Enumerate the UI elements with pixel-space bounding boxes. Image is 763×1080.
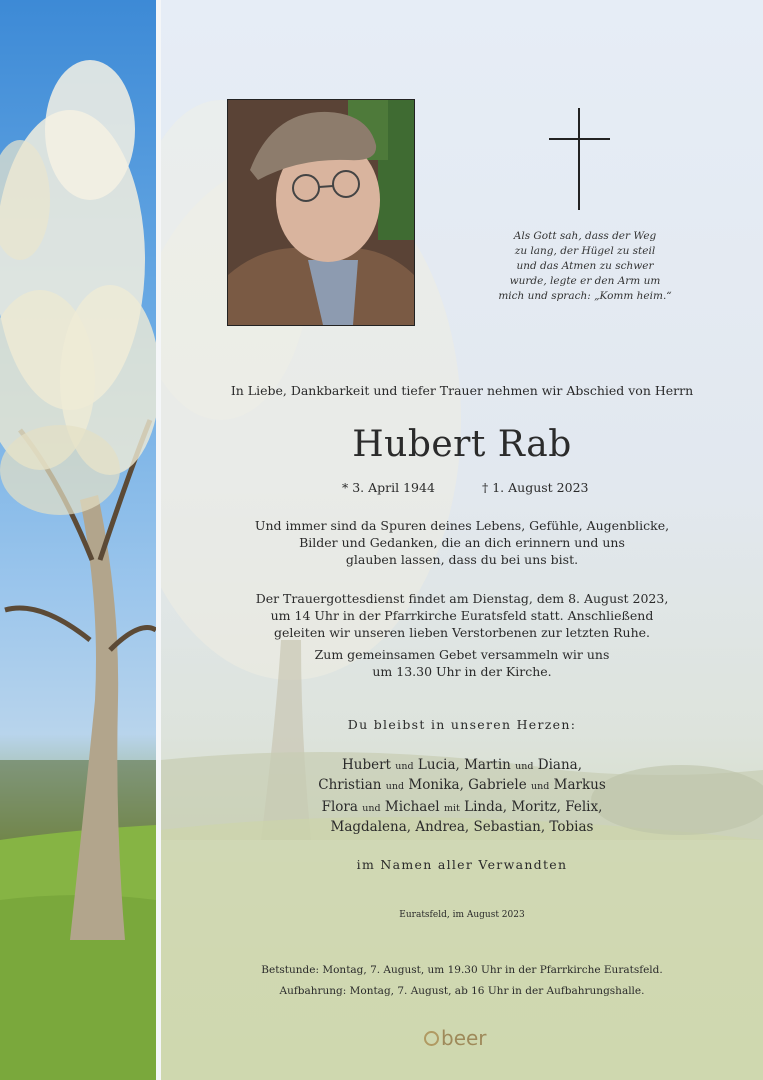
relatives-text: im Namen aller Verwandten	[356, 857, 568, 872]
cross-icon	[549, 108, 610, 210]
prayer-line: Zum gemeinsamen Gebet versammeln wir uns	[314, 647, 610, 662]
family-name: Linda, Moritz, Felix,	[464, 799, 603, 815]
family-list-2	[161, 798, 763, 836]
portrait-photo	[227, 99, 415, 326]
family-name: Hubert	[342, 757, 391, 773]
betstunde-line: Betstunde: Montag, 7. August, um 19.30 Uhr in der Pfarrkirche Euratsfeld.	[261, 964, 663, 976]
tree-photo-strip	[0, 0, 156, 1080]
logo-text: beer	[441, 1026, 487, 1050]
death-date: † 1. August 2023	[482, 480, 589, 495]
verse-line: glauben lassen, dass du bei uns bist.	[345, 552, 579, 567]
beer-logo	[424, 1026, 487, 1050]
connector: und	[531, 781, 550, 792]
family-name: Lucia, Martin	[417, 757, 511, 773]
aufbahrung-line: Aufbahrung: Montag, 7. August, ab 16 Uhr in der Aufbahrungshalle.	[279, 985, 645, 997]
poem-line: mich und sprach: „Komm heim.“	[498, 290, 672, 302]
poem-line: zu lang, der Hügel zu steil	[514, 245, 656, 257]
verse-line: Bilder und Gedanken, die an dich erinnern und uns	[299, 535, 625, 550]
poem-line: Als Gott sah, dass der Weg	[513, 230, 657, 242]
family-name: Markus	[553, 777, 606, 793]
connector: mit	[443, 803, 460, 814]
intro-text: In Liebe, Dankbarkeit und tiefer Trauer nehmen wir Abschied von Herrn	[230, 383, 694, 398]
blossom-tree-image	[0, 0, 156, 1080]
deceased-name: Hubert Rab	[352, 424, 572, 465]
family-name: Michael	[384, 799, 440, 815]
service-line: Der Trauergottesdienst findet am Dienstag, dem 8. August 2023,	[255, 591, 669, 606]
events-text	[161, 960, 763, 1002]
family-list-1	[161, 756, 763, 796]
poem	[480, 229, 690, 304]
family-line	[161, 798, 763, 818]
connector: und	[395, 761, 414, 772]
place-date: Euratsfeld, im August 2023	[399, 910, 525, 920]
prayer-line: um 13.30 Uhr in der Kirche.	[372, 664, 552, 679]
connector: und	[362, 803, 381, 814]
service-line: geleiten wir unseren lieben Verstorbenen zur letzten Ruhe.	[274, 625, 650, 640]
verse-line: Und immer sind da Spuren deines Lebens, Gefühle, Augenblicke,	[254, 518, 670, 533]
prayer-text	[161, 646, 763, 680]
funeral-service-text	[161, 590, 763, 641]
connector: und	[515, 761, 534, 772]
family-name: Monika, Gabriele	[408, 777, 527, 793]
family-name: Diana,	[537, 757, 582, 773]
connector: und	[385, 781, 405, 792]
family-name: Flora	[321, 799, 358, 815]
family-line: Magdalena, Andrea, Sebastian, Tobias	[330, 819, 594, 835]
poem-line: wurde, legte er den Arm um	[509, 275, 661, 287]
birth-date: * 3. April 1944	[342, 480, 435, 495]
family-name: Christian	[318, 777, 382, 793]
service-line: um 14 Uhr in der Pfarrkirche Euratsfeld statt. Anschließend	[270, 608, 654, 623]
memorial-verse	[161, 517, 763, 568]
remain-heading: Du bleibst in unseren Herzen:	[347, 717, 577, 732]
beer-logo-mark	[424, 1031, 439, 1046]
family-line	[161, 756, 763, 776]
family-line	[161, 776, 763, 796]
portrait-image	[228, 100, 414, 325]
poem-line: und das Atmen zu schwer	[516, 260, 654, 272]
